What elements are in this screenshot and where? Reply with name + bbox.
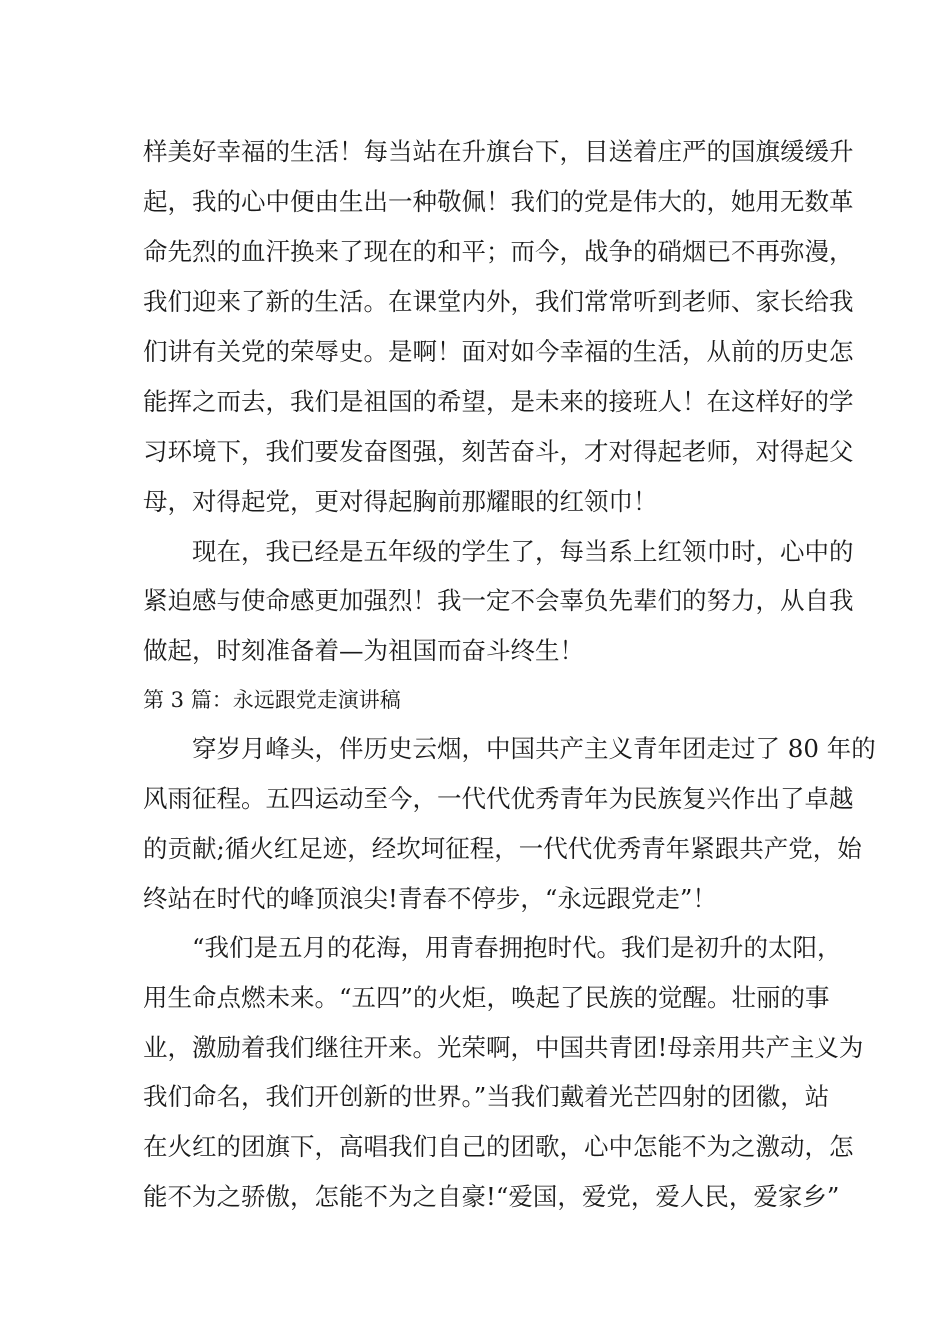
text-line: 的贡献;循火红足迹，经坎坷征程，一代代优秀青年紧跟共产党，始 <box>143 834 862 863</box>
text-line: 习环境下，我们要发奋图强，刻苦奋斗，才对得起老师，对得起父 <box>143 437 854 466</box>
text-line: 业，激励着我们继往开来。光荣啊，中国共青团!母亲用共产主义为 <box>143 1033 864 1062</box>
text-line: 紧迫感与使命感更加强烈！我一定不会辜负先辈们的努力，从自我 <box>143 586 854 615</box>
text-line: 风雨征程。五四运动至今，一代代优秀青年为民族复兴作出了卓越 <box>143 784 854 813</box>
text-line: 起，我的心中便由生出一种敬佩！我们的党是伟大的，她用无数革 <box>143 187 854 216</box>
text-line: 能挥之而去，我们是祖国的希望，是未来的接班人！在这样好的学 <box>143 387 854 416</box>
section-heading: 第 3 篇：永远跟党走演讲稿 <box>143 688 401 712</box>
text-line: 用生命点燃未来。“五四”的火炬，唤起了民族的觉醒。壮丽的事 <box>143 983 830 1012</box>
text-line: 样美好幸福的生活！每当站在升旗台下，目送着庄严的国旗缓缓升 <box>143 137 854 166</box>
text-line: 现在，我已经是五年级的学生了，每当系上红领巾时，心中的 <box>143 537 854 566</box>
text-line: 在火红的团旗下，高唱我们自己的团歌，心中怎能不为之激动，怎 <box>143 1132 854 1161</box>
text-line: 们讲有关党的荣辱史。是啊！面对如今幸福的生活，从前的历史怎 <box>143 337 854 366</box>
text-line: “我们是五月的花海，用青春拥抱时代。我们是初升的太阳， <box>143 933 842 962</box>
text-line: 母，对得起党，更对得起胸前那耀眼的红领巾！ <box>143 487 658 516</box>
text-line: 穿岁月峰头，伴历史云烟，中国共产主义青年团走过了 80 年的 <box>143 734 876 763</box>
text-line: 做起，时刻准备着—为祖国而奋斗终生！ <box>143 636 584 665</box>
text-line: 能不为之骄傲，怎能不为之自豪!“爱国，爱党，爱人民，爱家乡” <box>143 1182 840 1211</box>
text-line: 我们迎来了新的生活。在课堂内外，我们常常听到老师、家长给我 <box>143 287 854 316</box>
text-line: 终站在时代的峰顶浪尖!青春不停步，“永远跟党走”！ <box>143 884 717 913</box>
text-line: 我们命名，我们开创新的世界。”当我们戴着光芒四射的团徽，站 <box>143 1082 830 1111</box>
text-line: 命先烈的血汗换来了现在的和平；而今，战争的硝烟已不再弥漫， <box>143 237 854 266</box>
